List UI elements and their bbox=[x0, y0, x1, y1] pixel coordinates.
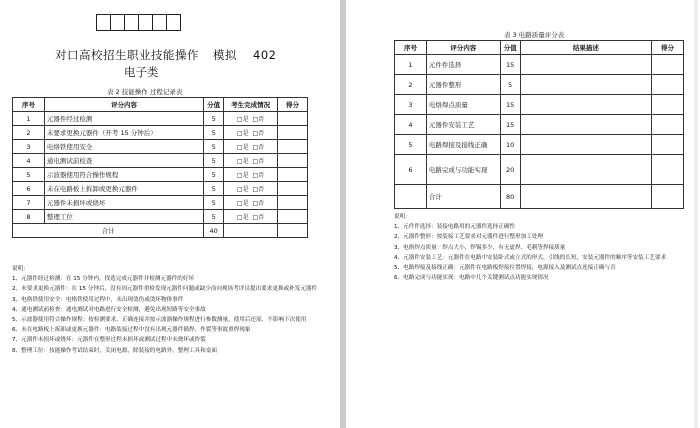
row-no: 4 bbox=[13, 154, 45, 168]
header-score: 分值 bbox=[500, 41, 520, 55]
row-content: 整理工位 bbox=[44, 210, 203, 224]
title-number: 402 bbox=[253, 48, 277, 62]
header-no: 序号 bbox=[13, 98, 45, 112]
no-checkbox[interactable]: □否 bbox=[252, 130, 265, 137]
table-row bbox=[13, 196, 308, 210]
note-line: 5、示波器使用符合操作规程：按检测要求，正确连接并按示波器操作规程进行参数测量，使用后还原，不影响下次使用 bbox=[12, 317, 307, 324]
row-points[interactable] bbox=[652, 75, 684, 95]
total-row bbox=[13, 224, 308, 238]
total-points[interactable] bbox=[652, 185, 684, 209]
row-result[interactable] bbox=[520, 135, 651, 155]
row-status bbox=[224, 112, 278, 126]
note-line: 7、元器件未损坏或烧坏：元器件在整形过程未损坏或测试过程中未烧坏或炸裂 bbox=[12, 337, 206, 344]
row-content: 电路焊接及接线正确 bbox=[426, 135, 500, 155]
row-result[interactable] bbox=[520, 115, 651, 135]
yes-checkbox[interactable]: □是 bbox=[237, 144, 249, 151]
header-no: 序号 bbox=[395, 41, 427, 55]
document-title bbox=[55, 47, 276, 63]
header-status: 考生完成情况 bbox=[224, 98, 278, 112]
row-score: 5 bbox=[204, 182, 224, 196]
yes-checkbox[interactable]: □是 bbox=[237, 200, 249, 207]
table-row bbox=[395, 55, 684, 75]
row-result[interactable] bbox=[520, 75, 651, 95]
row-no: 2 bbox=[13, 126, 45, 140]
note-line: 3、电烙铁使用安全：电烙铁使用过程中，未出现烫伤或烫坏物体事件 bbox=[12, 296, 184, 303]
row-result[interactable] bbox=[520, 95, 651, 115]
header-content: 评分内容 bbox=[44, 98, 203, 112]
left-notes bbox=[12, 264, 330, 356]
row-status bbox=[224, 210, 278, 224]
table-row bbox=[13, 126, 308, 140]
process-record-table bbox=[12, 97, 308, 238]
table-row bbox=[395, 75, 684, 95]
notes-heading: 说明： bbox=[394, 214, 411, 220]
note-line: 2、元器件整形：按装接工艺要求对元器件进行整形加工处理 bbox=[394, 234, 543, 241]
row-content: 元器件安装工艺 bbox=[426, 115, 500, 135]
row-content: 元器件未损坏或烧坏 bbox=[44, 196, 203, 210]
yes-checkbox[interactable]: □是 bbox=[237, 186, 249, 193]
row-points[interactable] bbox=[278, 210, 308, 224]
row-points[interactable] bbox=[278, 112, 308, 126]
row-content: 未要求更换元器件（开考 15 分钟后） bbox=[44, 126, 203, 140]
row-no: 3 bbox=[13, 140, 45, 154]
table-row bbox=[395, 135, 684, 155]
table-row bbox=[13, 168, 308, 182]
note-line: 1、元器件经过检测：在 15 分钟内，找选完成元器件并检测元器件的好坏 bbox=[12, 276, 195, 283]
row-no: 4 bbox=[395, 115, 427, 135]
row-status bbox=[224, 196, 278, 210]
row-points[interactable] bbox=[652, 55, 684, 75]
row-no: 1 bbox=[395, 55, 427, 75]
table-row bbox=[13, 182, 308, 196]
row-points[interactable] bbox=[278, 196, 308, 210]
no-checkbox[interactable]: □否 bbox=[252, 214, 265, 221]
row-content: 元件件选择 bbox=[426, 55, 500, 75]
total-value: 40 bbox=[204, 224, 224, 238]
no-checkbox[interactable]: □否 bbox=[252, 200, 265, 207]
note-line: 3、电烙焊点质量：焊点大小，焊锡多少，有无虚焊、毛刺等焊接质量 bbox=[394, 244, 566, 251]
row-score: 5 bbox=[204, 196, 224, 210]
yes-checkbox[interactable]: □是 bbox=[237, 214, 249, 221]
row-result[interactable] bbox=[520, 55, 651, 75]
row-points[interactable] bbox=[278, 126, 308, 140]
row-score: 20 bbox=[500, 155, 520, 185]
note-line: 2、未要求更换元器件：在 15 分钟后，没有因元器件重检发现元器件问题或缺少而向现场考评员提出要求更换或补发元器件 bbox=[12, 286, 318, 293]
header-points: 得分 bbox=[652, 41, 684, 55]
row-content: 电烙焊点质量 bbox=[426, 95, 500, 115]
yes-checkbox[interactable]: □是 bbox=[237, 130, 249, 137]
row-status bbox=[224, 182, 278, 196]
header-content: 评分内容 bbox=[426, 41, 500, 55]
row-score: 15 bbox=[500, 115, 520, 135]
no-checkbox[interactable]: □否 bbox=[252, 116, 265, 123]
row-score: 10 bbox=[500, 135, 520, 155]
row-no: 3 bbox=[395, 95, 427, 115]
table-row bbox=[395, 155, 684, 185]
right-page bbox=[346, 0, 700, 428]
yes-checkbox[interactable]: □是 bbox=[237, 158, 249, 165]
no-checkbox[interactable]: □否 bbox=[252, 158, 265, 165]
row-score: 5 bbox=[204, 168, 224, 182]
row-no: 2 bbox=[395, 75, 427, 95]
row-points[interactable] bbox=[652, 95, 684, 115]
note-line: 4、元器件安装工艺：元器件在电路中安装卧式或立式的形式，引线的长短，安装元器件的顺序等安装工艺要求 bbox=[394, 254, 667, 261]
row-content: 元器件整形 bbox=[426, 75, 500, 95]
number-box bbox=[124, 14, 139, 31]
row-result[interactable] bbox=[520, 155, 651, 185]
row-no: 5 bbox=[13, 168, 45, 182]
number-box bbox=[96, 14, 111, 31]
document-subtitle: 电子类 bbox=[124, 65, 159, 79]
row-content: 未在电路板上拆卸或更换元器件 bbox=[44, 182, 203, 196]
title-main: 对口高校招生职业技能操作 bbox=[55, 48, 199, 62]
row-no: 7 bbox=[13, 196, 45, 210]
row-content: 电烙铁使用安全 bbox=[44, 140, 203, 154]
candidate-number-boxes bbox=[97, 14, 181, 31]
row-content: 元器件经过检测 bbox=[44, 112, 203, 126]
total-value: 80 bbox=[500, 185, 520, 209]
table-row bbox=[13, 210, 308, 224]
circuit-quality-table bbox=[394, 40, 684, 209]
row-status bbox=[224, 140, 278, 154]
no-checkbox[interactable]: □否 bbox=[252, 172, 265, 179]
total-label: 合计 bbox=[426, 185, 500, 209]
note-line: 6、未在电路板上拆卸或更换元器件：电路装接过程中没有出现元器件插焊、作裂等事故重焊现象 bbox=[12, 327, 251, 334]
table-header-row bbox=[395, 41, 684, 55]
note-line: 8、整理工位：技能操作考试结束时，关闭电源，除装接的电路外，整理工具和桌面 bbox=[12, 347, 217, 354]
total-points[interactable] bbox=[278, 224, 308, 238]
row-points[interactable] bbox=[278, 182, 308, 196]
no-checkbox[interactable]: □否 bbox=[252, 186, 265, 193]
row-status bbox=[224, 126, 278, 140]
table-row bbox=[13, 112, 308, 126]
number-box bbox=[152, 14, 167, 31]
number-box bbox=[110, 14, 125, 31]
table-row bbox=[395, 95, 684, 115]
row-points[interactable] bbox=[652, 115, 684, 135]
row-points[interactable] bbox=[652, 135, 684, 155]
left-page bbox=[0, 0, 340, 428]
total-no bbox=[395, 185, 427, 209]
total-label: 合计 bbox=[13, 224, 204, 238]
row-no: 8 bbox=[13, 210, 45, 224]
row-points[interactable] bbox=[278, 140, 308, 154]
total-row bbox=[395, 185, 684, 209]
row-content: 通电测试前检查 bbox=[44, 154, 203, 168]
row-no: 1 bbox=[13, 112, 45, 126]
header-points: 得分 bbox=[278, 98, 308, 112]
table-row bbox=[13, 154, 308, 168]
row-points[interactable] bbox=[652, 155, 684, 185]
row-score: 5 bbox=[204, 154, 224, 168]
table-row bbox=[395, 115, 684, 135]
notes-heading: 说明： bbox=[12, 266, 29, 272]
row-score: 15 bbox=[500, 55, 520, 75]
header-score: 分值 bbox=[204, 98, 224, 112]
note-line: 4、通电测试前检查：通电测试对电路进行安全检测，避免出现短路等安全事故 bbox=[12, 306, 206, 313]
row-score: 5 bbox=[204, 112, 224, 126]
right-notes bbox=[394, 212, 690, 283]
total-status bbox=[224, 224, 278, 238]
number-box bbox=[166, 14, 181, 31]
scrollbar[interactable] bbox=[694, 0, 698, 428]
row-score: 5 bbox=[204, 126, 224, 140]
header-result: 结果描述 bbox=[520, 41, 651, 55]
table-header-row bbox=[13, 98, 308, 112]
row-content: 示波器使用符合操作规程 bbox=[44, 168, 203, 182]
note-line: 6、电路完成与功能实现：电路中几个关键测试点功能实现情况 bbox=[394, 275, 549, 282]
row-points[interactable] bbox=[278, 168, 308, 182]
table3-caption: 表 3 电路质量评分表 bbox=[504, 31, 565, 39]
number-box bbox=[138, 14, 153, 31]
title-mock: 模拟 bbox=[213, 48, 237, 62]
row-no: 6 bbox=[13, 182, 45, 196]
table-row bbox=[13, 140, 308, 154]
row-score: 5 bbox=[500, 75, 520, 95]
row-content: 电路完成与功能实现 bbox=[426, 155, 500, 185]
no-checkbox[interactable]: □否 bbox=[252, 144, 265, 151]
row-score: 5 bbox=[204, 210, 224, 224]
total-result bbox=[520, 185, 651, 209]
yes-checkbox[interactable]: □是 bbox=[237, 116, 249, 123]
note-line: 1、元件件选择：装接电路用的元器件选择正确性 bbox=[394, 224, 516, 231]
row-score: 5 bbox=[204, 140, 224, 154]
table2-caption: 表 2 技能操作 过程记录表 bbox=[107, 88, 183, 96]
row-score: 15 bbox=[500, 95, 520, 115]
row-no: 6 bbox=[395, 155, 427, 185]
row-no: 5 bbox=[395, 135, 427, 155]
row-points[interactable] bbox=[278, 154, 308, 168]
note-line: 5、电路焊接及接线正确：元器件在电路板焊接位置焊接，电源接入及测试点连接正确与否 bbox=[394, 265, 616, 272]
row-status bbox=[224, 168, 278, 182]
row-status bbox=[224, 154, 278, 168]
yes-checkbox[interactable]: □是 bbox=[237, 172, 249, 179]
